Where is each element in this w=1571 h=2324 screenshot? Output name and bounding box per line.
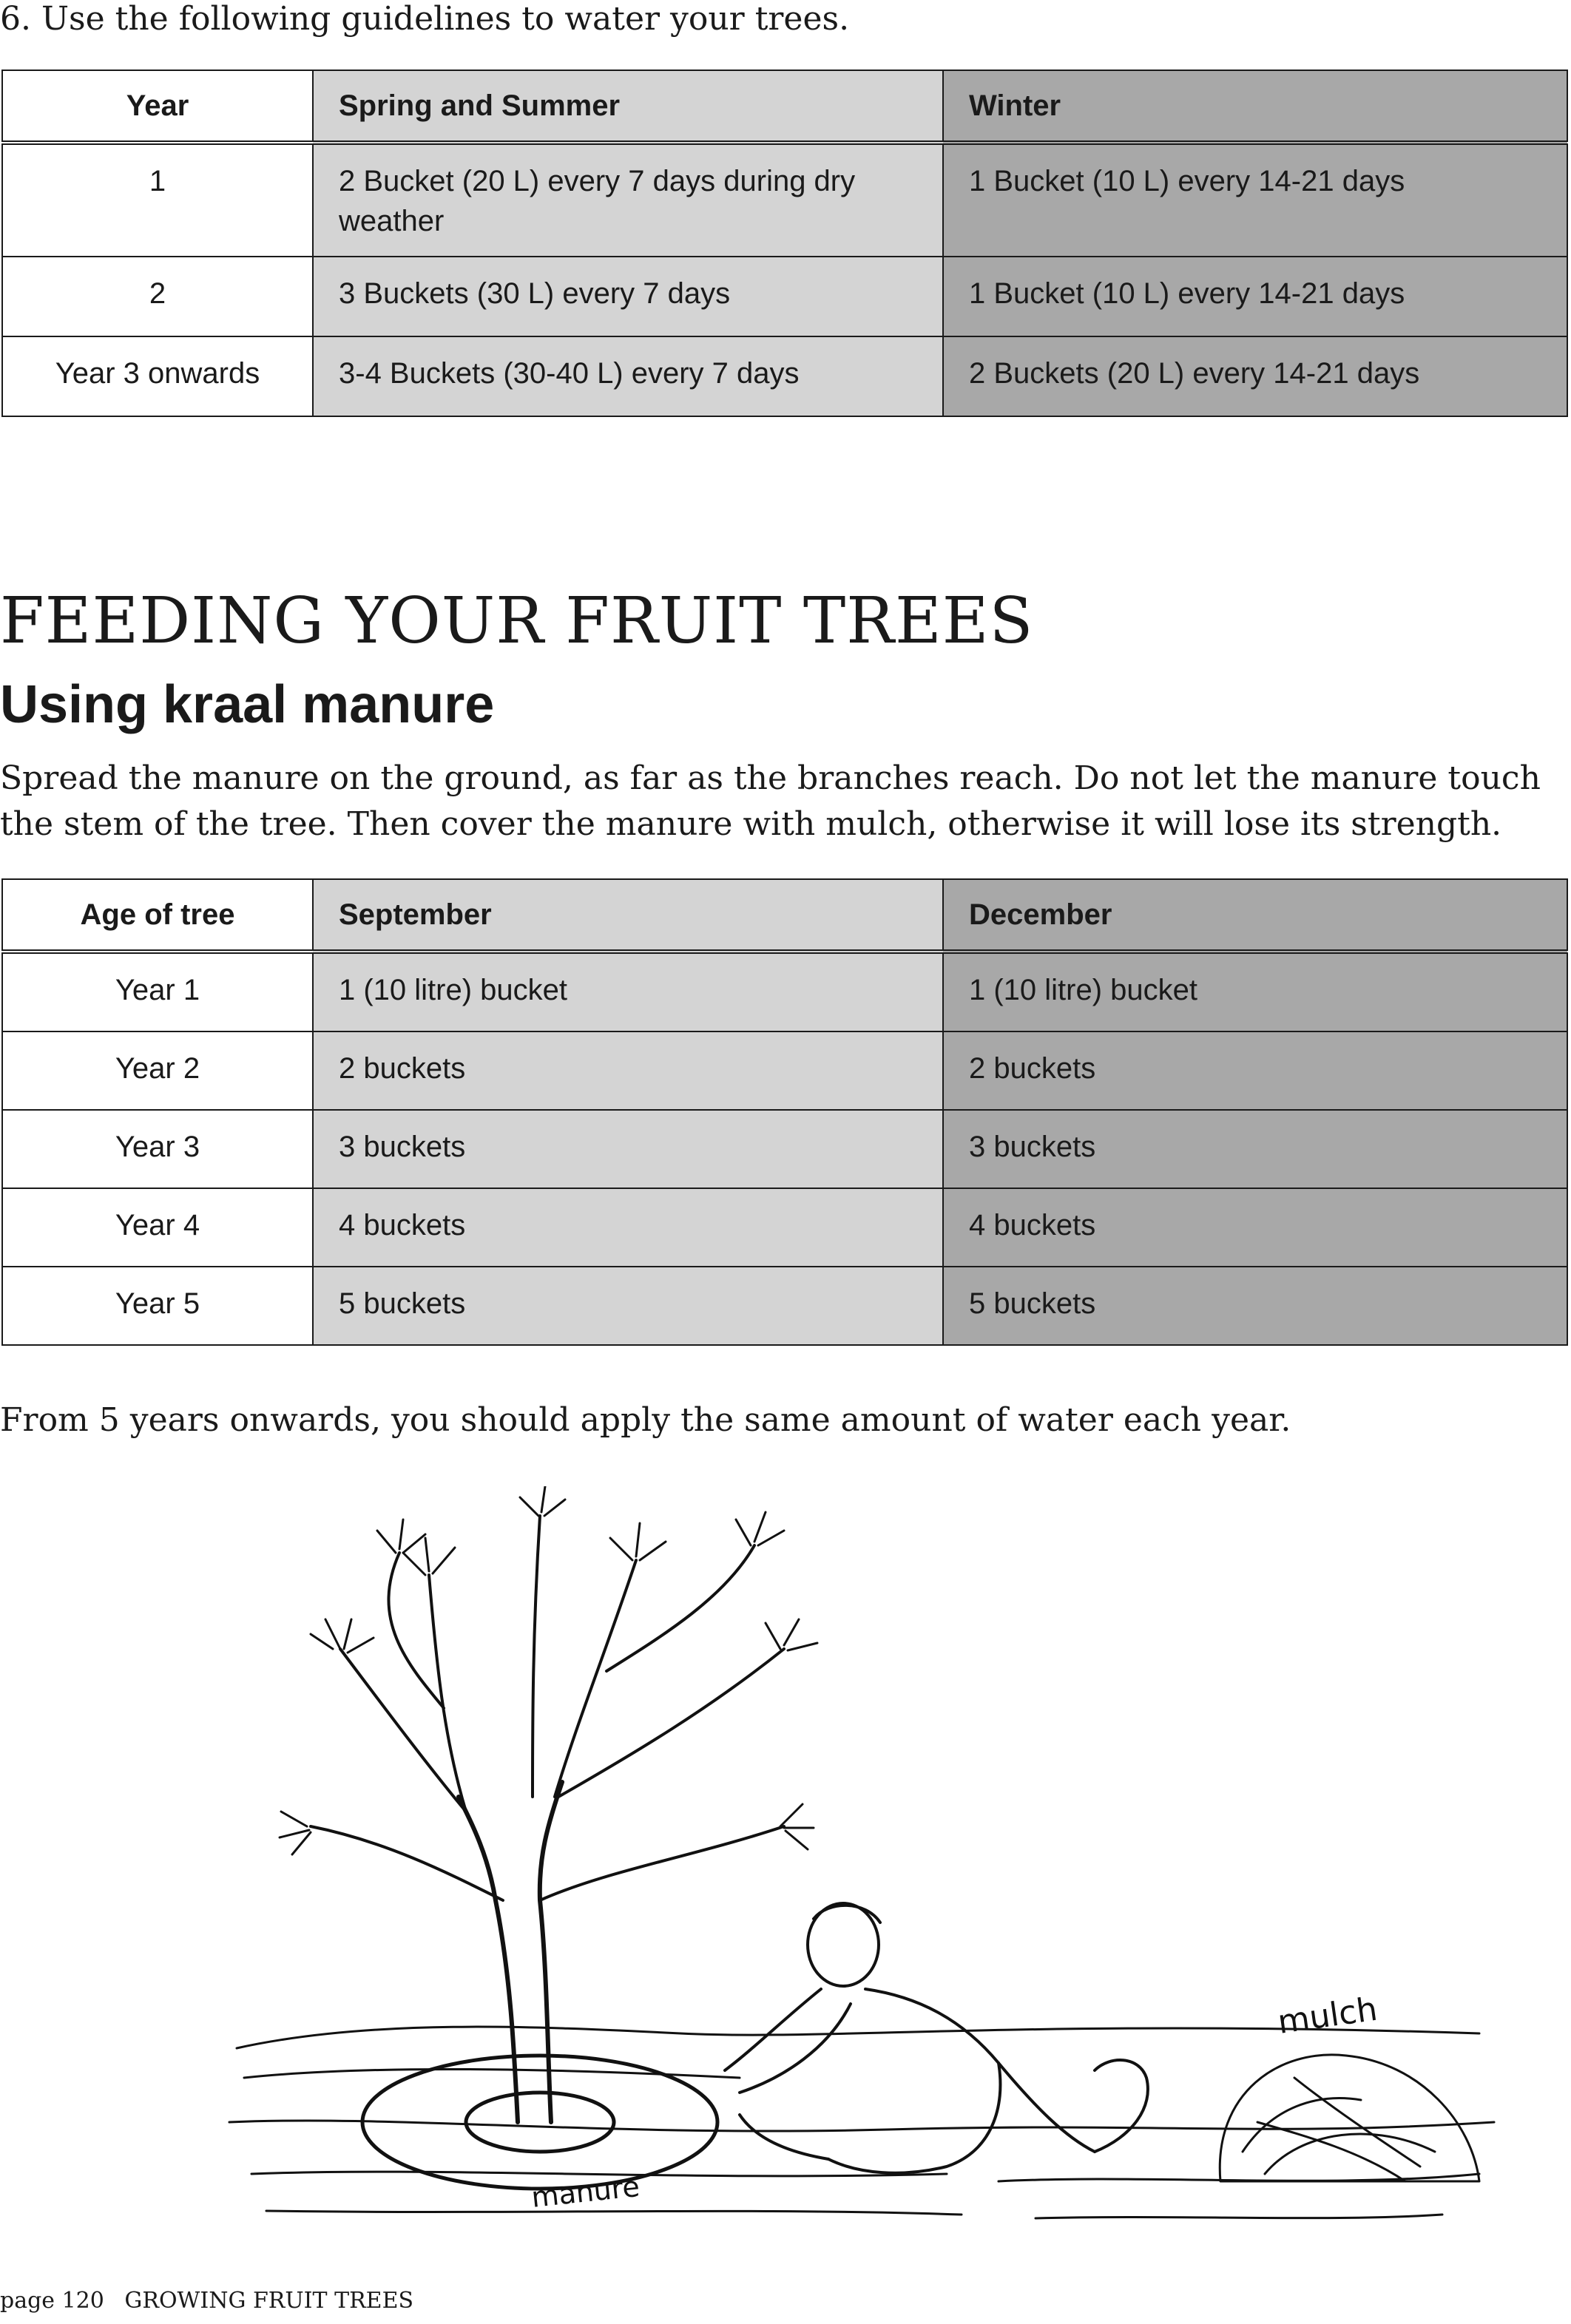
table-header-row — [2, 70, 1567, 143]
tree-branches — [311, 1516, 784, 1900]
september-cell: 1 (10 litre) bucket — [313, 952, 943, 1031]
age-cell: Year 2 — [2, 1031, 313, 1110]
mulch-pile — [1220, 2055, 1479, 2181]
subheading: Using kraal manure — [0, 675, 495, 734]
spring-summer-cell: 3 Buckets (30 L) every 7 days — [313, 257, 943, 336]
september-cell: 3 buckets — [313, 1110, 943, 1188]
table-row — [2, 143, 1567, 257]
december-cell: 5 buckets — [943, 1267, 1567, 1345]
september-cell: 5 buckets — [313, 1267, 943, 1345]
note-text: From 5 years onwards, you should apply the same amount of water each year. — [0, 1401, 1291, 1439]
age-cell: Year 1 — [2, 952, 313, 1031]
september-cell: 4 buckets — [313, 1188, 943, 1267]
table-header-row — [2, 879, 1567, 952]
table-row — [2, 952, 1567, 1031]
year-cell: Year 3 onwards — [2, 336, 313, 416]
page-number: page 120 — [0, 2288, 104, 2314]
tree-leaves — [280, 1486, 817, 1854]
age-cell: Year 4 — [2, 1188, 313, 1267]
december-cell: 2 buckets — [943, 1031, 1567, 1110]
column-header-september: September — [313, 879, 943, 952]
manure-label: manure — [530, 2169, 641, 2214]
table-row — [2, 1267, 1567, 1345]
december-cell: 4 buckets — [943, 1188, 1567, 1267]
manure-table — [1, 878, 1568, 1346]
age-cell: Year 5 — [2, 1267, 313, 1345]
table-row — [2, 257, 1567, 336]
winter-cell: 1 Bucket (10 L) every 14-21 days — [943, 257, 1567, 336]
table-row — [2, 1031, 1567, 1110]
column-header-age: Age of tree — [2, 879, 313, 952]
body-paragraph: Spread the manure on the ground, as far as the branches reach. Do not let the manure touch the stem of the tree. Then cover the manure with mulch, otherwise it will lose its strength. — [0, 759, 1541, 843]
section-title: FEEDING YOUR FRUIT TREES — [0, 584, 1034, 658]
column-header-winter: Winter — [943, 70, 1567, 143]
mulch-label: mulch — [1275, 1990, 1380, 2042]
year-cell: 1 — [2, 143, 313, 257]
winter-cell: 1 Bucket (10 L) every 14-21 days — [943, 143, 1567, 257]
intro-text: 6. Use the following guidelines to water your trees. — [0, 0, 850, 38]
age-cell: Year 3 — [2, 1110, 313, 1188]
table-row — [2, 1188, 1567, 1267]
winter-cell: 2 Buckets (20 L) every 14-21 days — [943, 336, 1567, 416]
december-cell: 3 buckets — [943, 1110, 1567, 1188]
table-row — [2, 336, 1567, 416]
spring-summer-cell: 2 Bucket (20 L) every 7 days during dry weather — [313, 143, 943, 257]
september-cell: 2 buckets — [313, 1031, 943, 1110]
watering-table — [1, 70, 1568, 417]
tree-manure-illustration — [222, 1486, 1524, 2248]
page-footer — [0, 2288, 413, 2314]
column-header-december: December — [943, 879, 1567, 952]
column-header-year: Year — [2, 70, 313, 143]
kneeling-person — [725, 1903, 1148, 2173]
footer-title: GROWING FRUIT TREES — [124, 2288, 414, 2314]
column-header-spring-summer: Spring and Summer — [313, 70, 943, 143]
year-cell: 2 — [2, 257, 313, 336]
table-row — [2, 1110, 1567, 1188]
spring-summer-cell: 3-4 Buckets (30-40 L) every 7 days — [313, 336, 943, 416]
december-cell: 1 (10 litre) bucket — [943, 952, 1567, 1031]
ground-mulch-texture — [229, 2027, 1494, 2218]
